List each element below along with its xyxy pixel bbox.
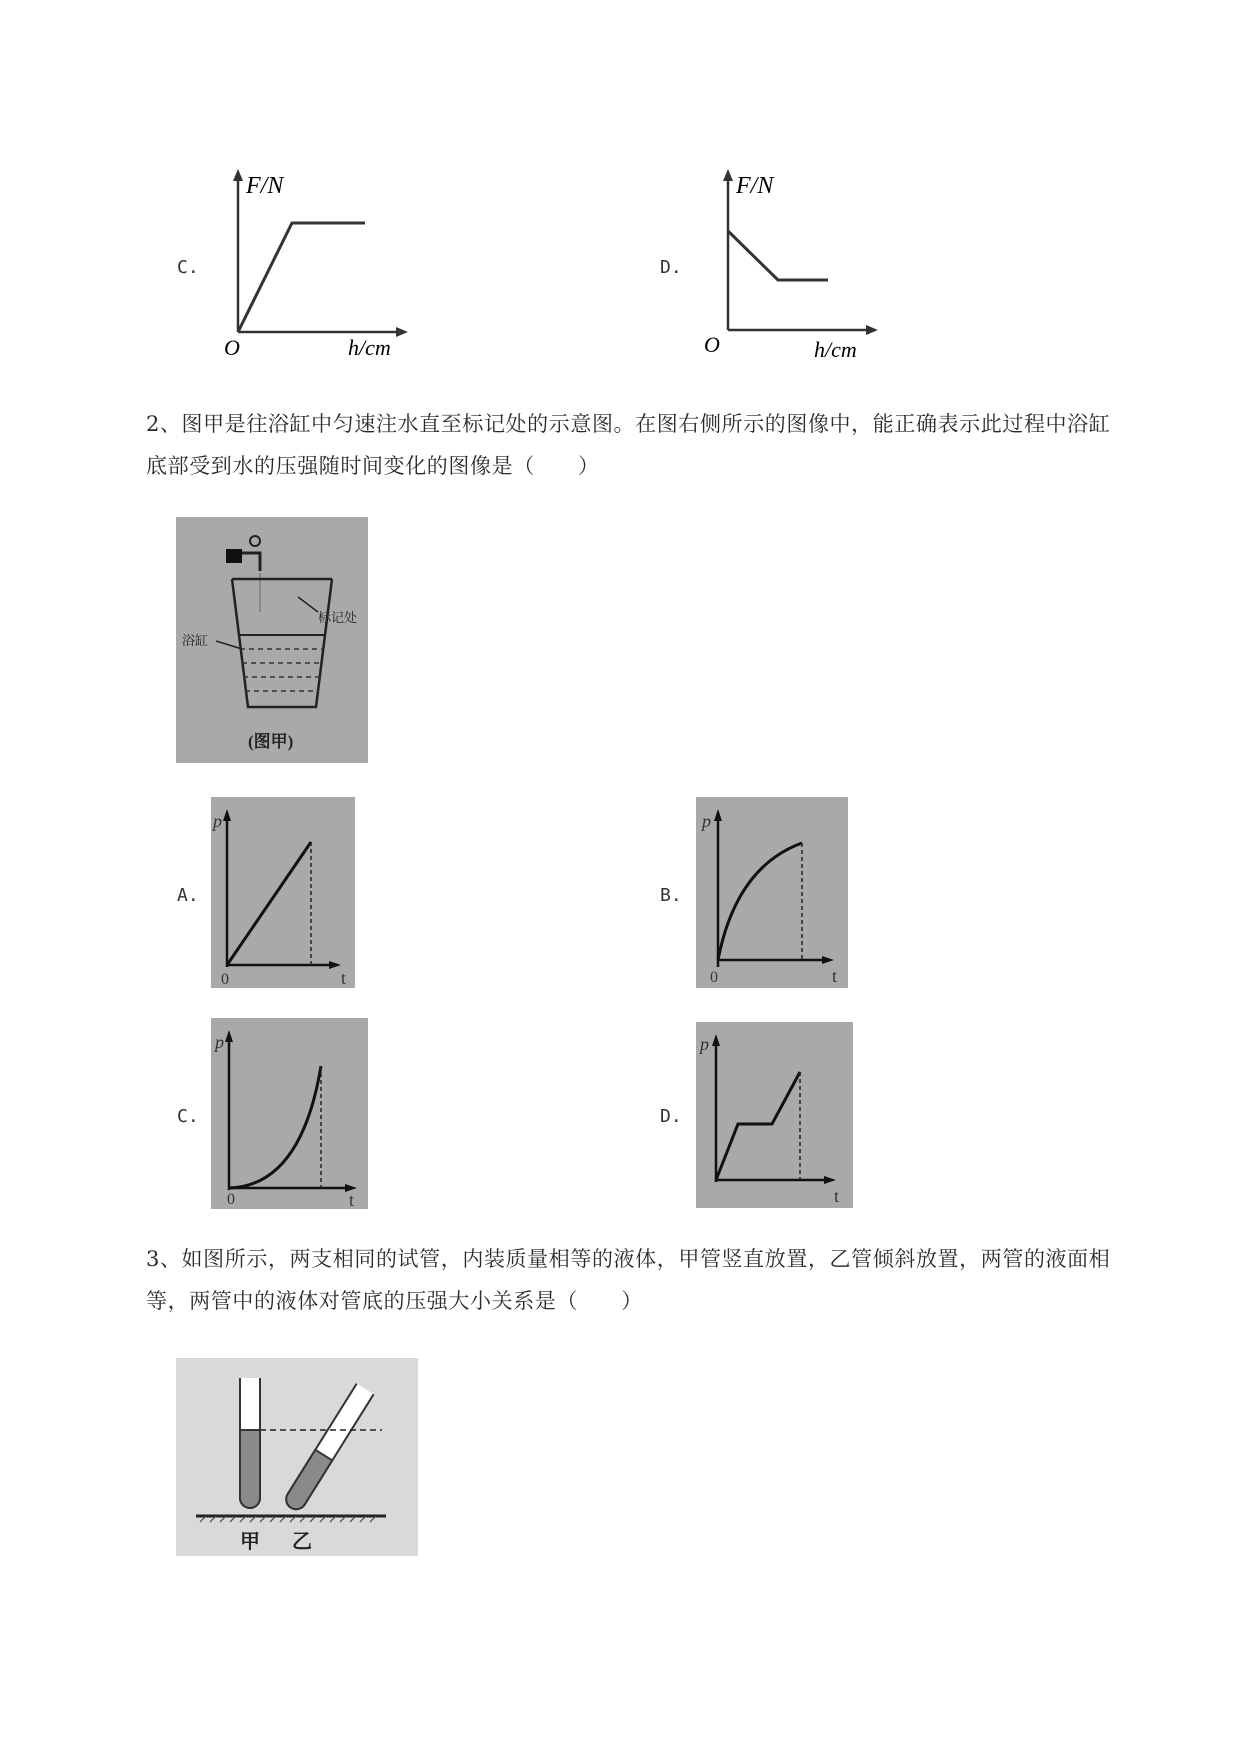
y-axis-label: F/N: [246, 173, 284, 199]
q1-graph-c: [210, 165, 420, 365]
option-label-d: D.: [660, 257, 682, 278]
svg-text:t: t: [832, 966, 838, 986]
figure-caption: (图甲): [248, 732, 294, 751]
bathtub-figure: [176, 517, 368, 763]
question-2-text: 2、图甲是往浴缸中匀速注水直至标记处的示意图。在图右侧所示的图像中，能正确表示此过程中浴缸 底部受到水的压强随时间变化的图像是（ ）: [146, 412, 1111, 478]
option-label-b: B.: [660, 885, 682, 906]
option-label-c: C.: [177, 257, 199, 278]
tube-jia-label: 甲: [240, 1531, 260, 1553]
svg-text:0: 0: [710, 969, 718, 986]
svg-text:p: p: [700, 1034, 709, 1054]
svg-text:p: p: [702, 811, 711, 831]
svg-text:p: p: [213, 811, 222, 831]
test-tubes-figure: [176, 1358, 418, 1556]
svg-text:h/cm: h/cm: [814, 337, 857, 362]
svg-text:t: t: [341, 968, 347, 988]
svg-text:t: t: [834, 1186, 840, 1206]
svg-text:F/N: F/N: [736, 173, 774, 199]
q2-graph-a: [211, 797, 355, 988]
svg-text:0: 0: [227, 1191, 235, 1208]
question-3-text: 3、如图所示，两支相同的试管，内装质量相等的液体，甲管竖直放置，乙管倾斜放置，两管的液面相 等，两管中的液体对管底的压强大小关系是（ ）: [146, 1247, 1111, 1313]
svg-text:t: t: [349, 1190, 355, 1209]
origin-label: O: [224, 335, 240, 360]
svg-text:p: p: [215, 1032, 224, 1052]
svg-text:0: 0: [221, 971, 229, 988]
q1-graph-d: [700, 165, 910, 365]
q2-graph-b: [696, 797, 848, 988]
x-axis-label: h/cm: [348, 335, 391, 360]
q2-graph-c: [211, 1018, 368, 1209]
tub-label: 浴缸: [182, 633, 209, 648]
mark-label: 标记处: [318, 610, 358, 625]
option-label-a: A.: [177, 885, 199, 906]
option-label-d2: D.: [660, 1106, 682, 1127]
svg-text:O: O: [704, 332, 720, 357]
q2-graph-d: [696, 1022, 853, 1208]
option-label-c2: C.: [177, 1106, 199, 1127]
tube-yi-label: 乙: [292, 1531, 312, 1553]
